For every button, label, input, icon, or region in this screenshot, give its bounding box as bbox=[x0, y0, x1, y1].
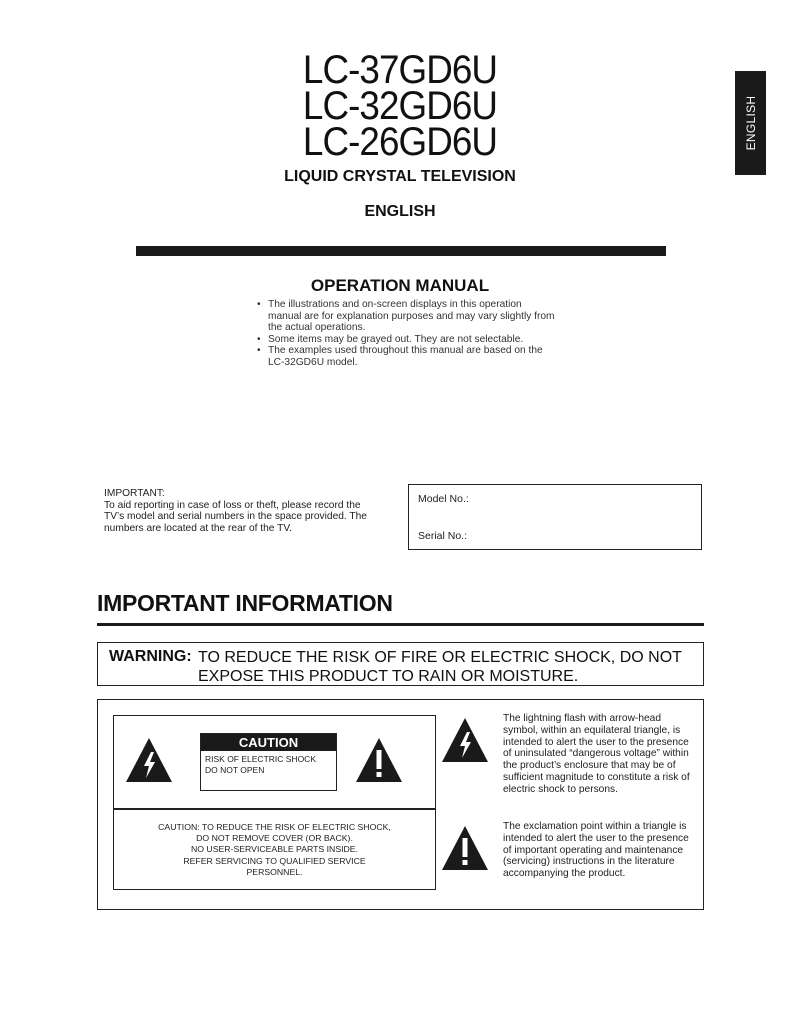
lightning-symbol-icon bbox=[440, 716, 490, 764]
title-divider bbox=[136, 246, 666, 256]
model-number: LC-32GD6U bbox=[302, 84, 498, 128]
serial-number-label: Serial No.: bbox=[418, 530, 468, 542]
caution-notice-line: CAUTION: TO REDUCE THE RISK OF ELECTRIC SHOCK, bbox=[158, 822, 391, 832]
important-information-title: IMPORTANT INFORMATION bbox=[97, 590, 393, 616]
important-note-heading: IMPORTANT: bbox=[104, 488, 165, 499]
model-number: LC-37GD6U bbox=[302, 48, 498, 92]
exclamation-symbol-icon bbox=[440, 824, 490, 872]
caution-notice-line: DO NOT REMOVE COVER (OR BACK). bbox=[196, 833, 353, 844]
caution-subtext: DO NOT OPEN bbox=[205, 764, 265, 775]
caution-label-panel bbox=[113, 715, 436, 890]
lightning-symbol-description: The lightning flash with arrow-head symbol, within an equilateral triangle, is intended to alert the user to the presence of uninsulated “dangerous voltage” within the product’s enclosure that may be of sufficient magnitude to constitute a risk of electric shock to persons. bbox=[503, 713, 690, 795]
model-number: LC-26GD6U bbox=[302, 120, 498, 164]
operation-manual-notes bbox=[257, 299, 557, 369]
note-item: • The illustrations and on-screen displays in this operation manual are for explanation purposes and may vary slightly from the actual operations. bbox=[257, 299, 557, 334]
caution-notice-line: REFER SERVICING TO QUALIFIED SERVICE bbox=[183, 855, 366, 866]
caution-subtext: RISK OF ELECTRIC SHOCK bbox=[205, 754, 316, 764]
exclamation-symbol-description: The exclamation point within a triangle is intended to alert the user to the presence of important operating and maintenance (servicing) instructions in the literature accompanying the product. bbox=[503, 821, 689, 880]
note-item: • The examples used throughout this manual are based on the LC-32GD6U model. bbox=[257, 345, 557, 368]
caution-notice-line: PERSONNEL. bbox=[246, 866, 303, 877]
note-item: • Some items may be grayed out. They are not selectable. bbox=[257, 334, 557, 346]
section-rule bbox=[97, 623, 704, 626]
operation-manual-title: OPERATION MANUAL bbox=[310, 276, 490, 295]
language-side-tab bbox=[735, 71, 766, 175]
caution-divider bbox=[114, 808, 435, 810]
product-subtitle: LIQUID CRYSTAL TELEVISION bbox=[284, 168, 516, 185]
important-note bbox=[104, 488, 379, 535]
record-box bbox=[408, 484, 702, 550]
warning-label: WARNING: bbox=[109, 648, 192, 665]
caution-notice bbox=[114, 822, 435, 878]
model-list bbox=[200, 48, 600, 164]
exclamation-warning-icon bbox=[354, 736, 404, 784]
language-heading: ENGLISH bbox=[364, 203, 436, 220]
caution-notice-line: NO USER-SERVICEABLE PARTS INSIDE. bbox=[190, 844, 359, 855]
model-number-label: Model No.: bbox=[418, 493, 469, 505]
lightning-warning-icon bbox=[124, 736, 174, 784]
warning-box bbox=[97, 642, 704, 686]
caution-heading: CAUTION bbox=[201, 734, 336, 751]
caution-label bbox=[200, 733, 337, 791]
important-note-text: To aid reporting in case of loss or theft, please record the TV’s model and serial numbers in the space provided. The numbers are located at the rear of the TV. bbox=[104, 499, 367, 535]
side-tab-label: ENGLISH bbox=[743, 95, 758, 151]
warning-text: TO REDUCE THE RISK OF FIRE OR ELECTRIC SHOCK, DO NOT EXPOSE THIS PRODUCT TO RAIN OR MOISTURE. bbox=[198, 649, 682, 685]
caution-panel bbox=[97, 699, 704, 910]
